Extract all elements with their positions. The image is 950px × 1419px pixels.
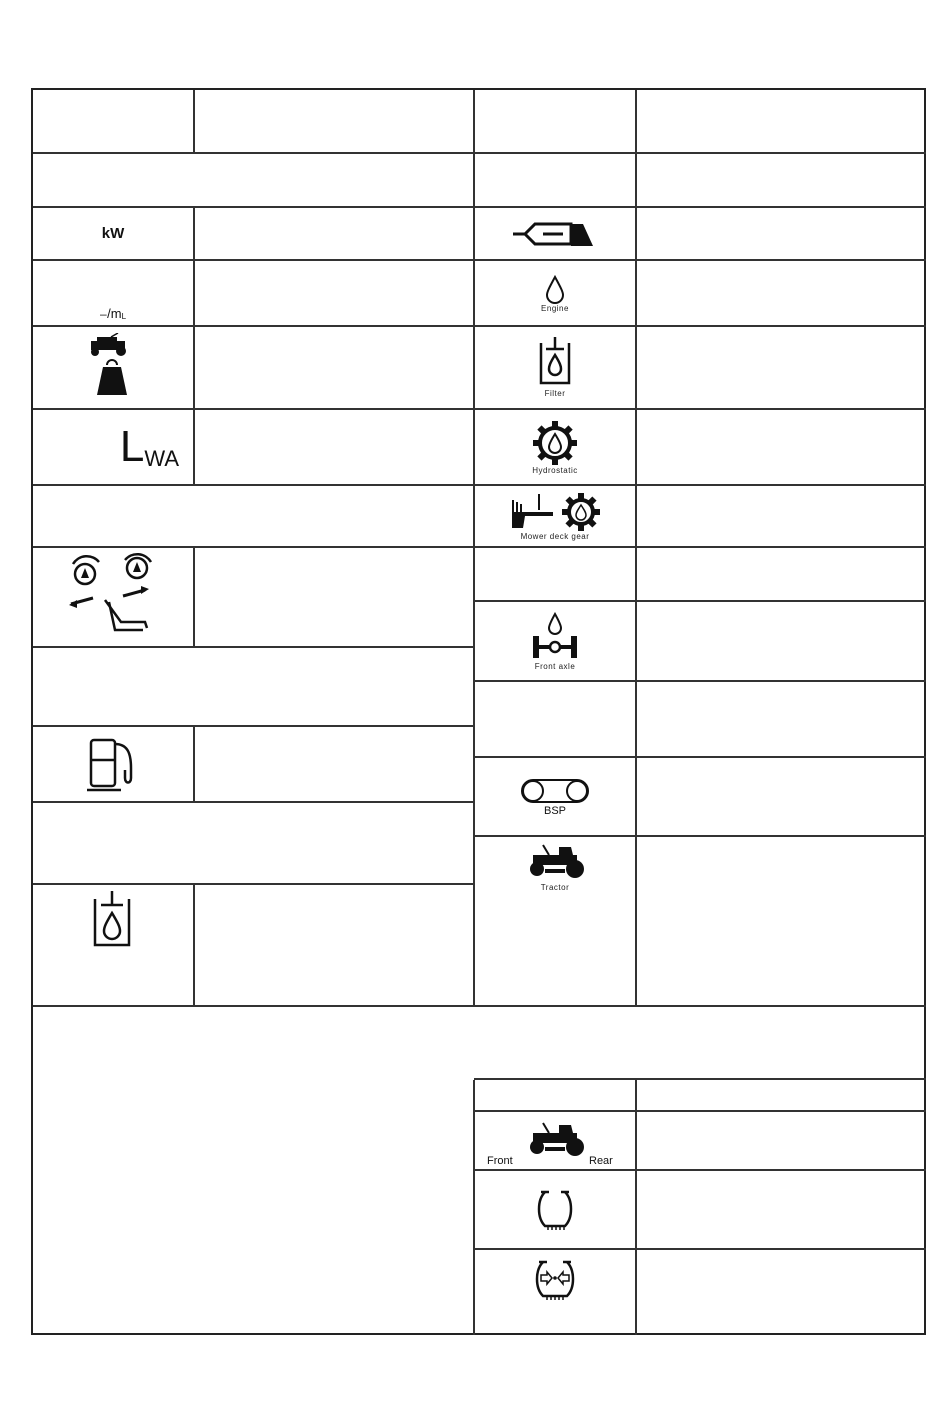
row-line bbox=[474, 680, 926, 682]
sound-level-letter: L bbox=[119, 422, 145, 471]
left-col-divider bbox=[193, 207, 195, 485]
row-line bbox=[33, 152, 474, 154]
sound-level-sub: WA bbox=[144, 446, 179, 471]
rear-label: Rear bbox=[589, 1155, 613, 1167]
tire-icon bbox=[475, 1171, 635, 1248]
sub-table-top bbox=[474, 1078, 926, 1080]
oil-container-icon bbox=[33, 885, 193, 1005]
row-line bbox=[33, 484, 474, 486]
axle-caption: Front axle bbox=[534, 661, 576, 671]
speed-icon: – /m L bbox=[99, 306, 127, 321]
kw-label: kW bbox=[101, 225, 125, 242]
deck-gear-icon bbox=[475, 486, 635, 546]
deck-caption: Mower deck gear bbox=[520, 531, 590, 541]
seat-adjust-icon bbox=[33, 548, 193, 646]
left-col-divider bbox=[193, 90, 195, 154]
front-label: Front bbox=[487, 1155, 513, 1167]
tire-pressure-icon bbox=[475, 1250, 635, 1310]
belt-icon bbox=[475, 758, 635, 835]
hydro-gear-icon bbox=[475, 410, 635, 484]
oil-filter-icon bbox=[475, 327, 635, 408]
weight-icon bbox=[33, 327, 193, 408]
row-line bbox=[474, 152, 926, 154]
tractor-icon bbox=[475, 837, 635, 897]
left-col-divider bbox=[193, 547, 195, 647]
axle-oil-icon bbox=[475, 602, 635, 680]
sub-table-col-divider bbox=[635, 1078, 637, 1335]
spark-plug-icon bbox=[475, 208, 635, 259]
sound-power-icon bbox=[33, 410, 193, 484]
left-col-divider bbox=[193, 884, 195, 1007]
row-line bbox=[33, 1005, 926, 1007]
fuel-pump-icon bbox=[33, 727, 193, 801]
row-line bbox=[33, 646, 474, 648]
row-line bbox=[33, 801, 474, 803]
oil-filter-caption: Filter bbox=[544, 389, 566, 398]
oil-drop-icon bbox=[475, 261, 635, 325]
belt-caption: BSP bbox=[543, 804, 566, 817]
tractor-caption: Tractor bbox=[540, 882, 570, 892]
right-col-divider bbox=[635, 90, 637, 1007]
spec-table bbox=[31, 88, 926, 1335]
hydro-caption: Hydrostatic bbox=[532, 465, 578, 475]
left-col-divider bbox=[193, 726, 195, 802]
row-line bbox=[474, 546, 926, 548]
speed-unit-label: /m bbox=[107, 306, 122, 321]
oil-engine-caption: Engine bbox=[541, 303, 569, 313]
